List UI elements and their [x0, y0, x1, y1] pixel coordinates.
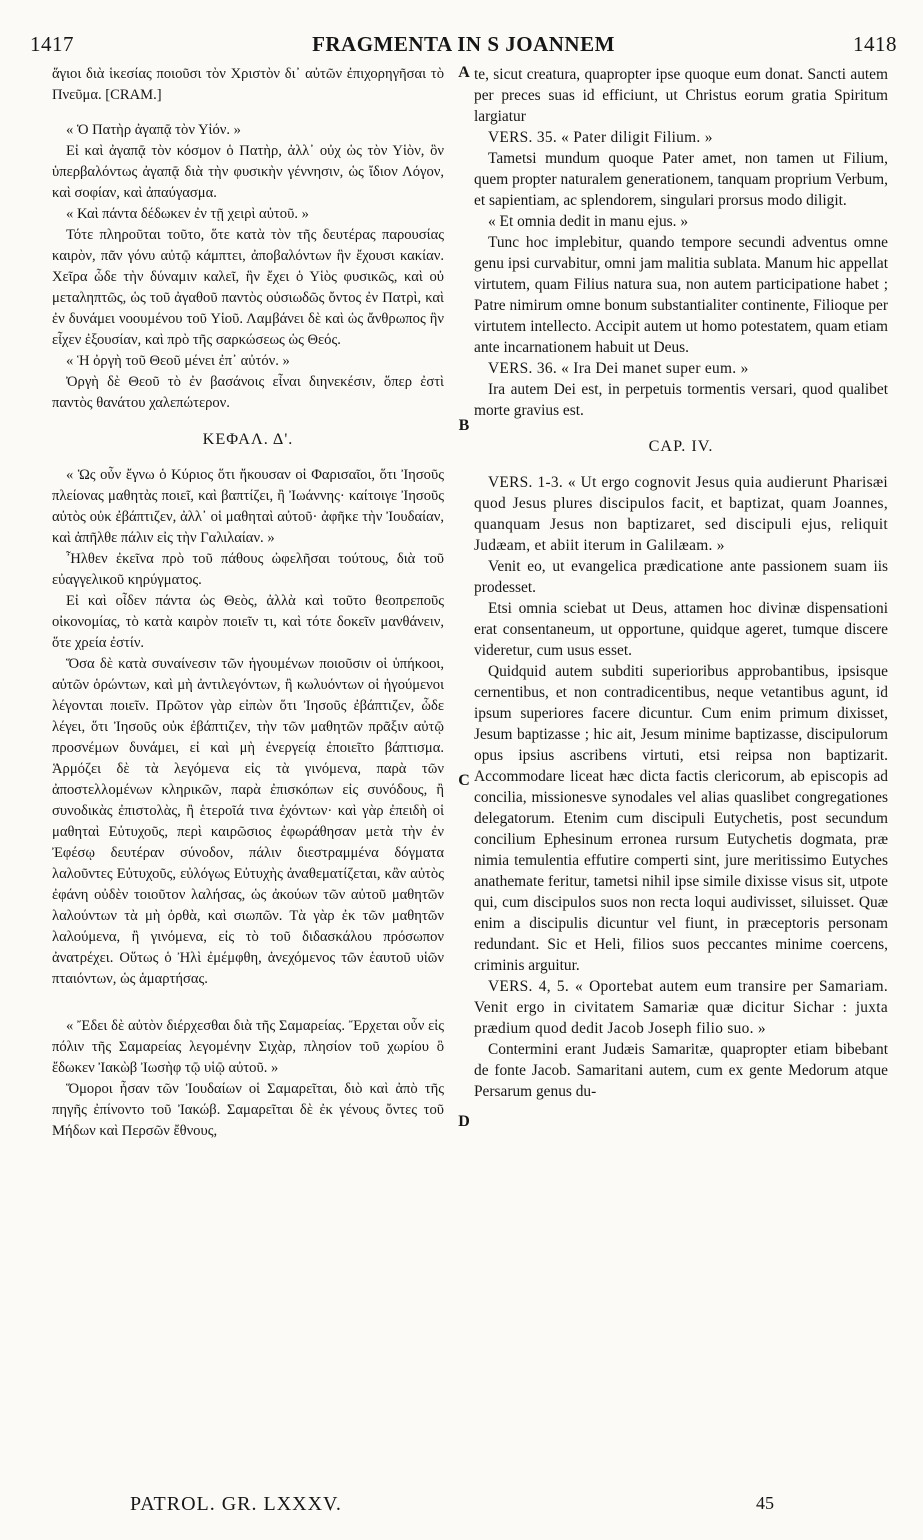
greek-column [52, 64, 444, 1474]
margin-letter-a: A [458, 64, 470, 81]
left-page-number: 1417 [30, 32, 74, 56]
latin-verse-lemma: VERS. 1-3. « Ut ergo cognovit Jesus quia audierunt Pharisæi quod Jesus plures discipulos facit, et baptizat, quam Joannes, quanquam Jesus non baptizaret, sed discipuli ejus, reliquit Judæam, et abiit iterum in Galilæam. » [474, 474, 888, 554]
latin-chapter-heading: CAP. IV. [648, 437, 714, 455]
running-title: FRAGMENTA IN S JOANNEM [312, 32, 615, 56]
latin-paragraph: Tunc hoc implebitur, quando tempore secundi adventus omne genu ipsi curvabitur, omni jam malitia sublata. Manum hic appellat virtutem, quam Filius natura sua, non autem participatione habet ; Patre nimirum omne bonum substantialiter continente, Filioque per virtutem intellecto. Accipit autem ut homo potestatem, quam etiam ante incarnationem habuit ut Deus. [474, 234, 888, 356]
greek-paragraph: ἅγιοι διὰ ἱκεσίας ποιοῦσι τὸν Χριστὸν δι᾽ αὐτῶν ἐπιχορηγῆσαι τὸ Πνεῦμα. [CRAM.] [52, 66, 444, 103]
greek-paragraph: Εἰ καὶ ἀγαπᾷ τὸν κόσμον ὁ Πατὴρ, ἀλλ᾽ οὐχ ὡς τὸν Υἱὸν, ὃν ὑπερβαλόντως ἀγαπᾷ διὰ τὴν φυσικὴν γέννησιν, ὡς ἴδιον Λόγον, καὶ σοφίαν, καὶ ἀπαύγασμα. [52, 143, 444, 201]
greek-lemma: « Ὡς οὖν ἔγνω ὁ Κύριος ὅτι ἤκουσαν οἱ Φαρισαῖοι, ὅτι Ἰησοῦς πλείονας μαθητὰς ποιεῖ, καὶ βαπτίζει, ἢ Ἰωάννης· καίτοιγε Ἰησοῦς αὐτὸς οὐκ ἐβάπτιζεν, ἀλλ᾽ οἱ μαθηταὶ αὐτοῦ· ἀφῆκε τὴν Ἰουδαίαν, καὶ ἀπῆλθε πάλιν εἰς τὴν Γαλιλαίαν. » [52, 467, 444, 546]
latin-paragraph: Tametsi mundum quoque Pater amet, non tamen ut Filium, quem propter naturalem generationem, tanquam proprium Verbum, et sapientiam, ac splendorem, singulari prorsus modo diligit. [474, 150, 888, 209]
latin-verse-lemma: « Et omnia dedit in manu ejus. » [488, 213, 689, 230]
latin-paragraph: Etsi omnia sciebat ut Deus, attamen hoc divinæ dispensationi erat consentaneum, ut opportune, quidque ageret, tumque discere videretur, cum usus esset. [474, 600, 888, 659]
greek-paragraph: Ὅσα δὲ κατὰ συναίνεσιν τῶν ἡγουμένων ποιοῦσιν οἱ ὑπήκοοι, αὐτῶν ὁρώντων, καὶ μὴ ἀντιλεγόντων, ἢ κωλυόντων οἱ ἡγούμενοι λέγονται ποιεῖν. Πρῶτον γὰρ εἰπὼν ὅτι Ἰησοῦς ἐβάπτιζεν, ὧδε λέγει, ὅτι Ἰησοῦς οὐκ ἐβάπτιζεν, τὴν τῶν μαθητῶν πρᾶξιν αὐτῷ προσνέμων δυνάμει, εἰ καὶ μὴ ἐνεργείᾳ ἐποιεῖτο βάπτισμα. Ἁρμόζει δὲ τὰ λεγόμενα εἰς τὰ γινόμενα, παρὰ τῶν ἀποστελλομένων κληρικῶν, παρὰ ἐπισκόπων εἰς συνόδους, ἢ συνοδικὰς ἐπιστολὰς, ἢ ἑτεροῖά τινα ἐχόντων· καὶ γὰρ ἐπειδὴ οἱ μαθηταὶ Εὐτυχοῦς, περὶ καιρῶσιος ἐφωράθησαν μετὰ τὴν ἐν Ἐφέσῳ δευτέραν σύνοδον, πάλιν διεστραμμένα δόγματα λαλοῦντες Εὐτυχοῦς, εὐλόγως Εὐτυχὴς ἀναθεματίζεται, κἂν αὐτὸς ἐφάνη οὐδὲν τοιοῦτον λαλήσας, ὡς ἀκούων τῶν αὐτοῦ μαθητῶν λαλούντων τὰ μὴ ὀρθὰ, καὶ σιωπῶν. Τὰ γὰρ ἐκ τῶν μαθητῶν λαλούμενα, ἢ γινόμενα, εἰς τὸ τοῦ διδασκάλου πρόσωπον ἀνατρέχει. Οὕτως ὁ Ἠλὶ ἐμέμφθη, ἀνεχόμενος τῶν ἑαυτοῦ υἱῶν πταιόντων, ὡς ἁμαρτήσας. [52, 656, 444, 987]
greek-paragraph: Ὅμοροι ἦσαν τῶν Ἰουδαίων οἱ Σαμαρεῖται, διὸ καὶ ἀπὸ τῆς πηγῆς ἐπίνοντο τοῦ Ἰακώβ. Σαμαρεῖται δὲ ἐκ γένους ὄντες τοῦ Μήδων καὶ Περσῶν ἔθνους, [52, 1081, 444, 1139]
greek-lemma: « Ὁ Πατὴρ ἀγαπᾷ τὸν Υἱόν. » [66, 122, 241, 138]
greek-chapter-heading: ΚΕΦΑΛ. Δ'. [202, 430, 294, 448]
running-header [30, 32, 897, 62]
footer-signature: PATROL. GR. LXXXV. [130, 1493, 342, 1515]
latin-paragraph: Quidquid autem subditi superioribus approbantibus, ipsisque cernentibus, et non contradicentibus, neque vetantibus agunt, id ipsum superiores facere dicuntur. Cum enim primum dixisset, Jesum baptizasse ; hic ait, Jesum minime baptizasse, discipulorum opus ipsius ascribens virtuti, etsi reipsa non baptizarit. Accommodare liceat hæc dicta factis clericorum, ab episcopis ad concilia, missionesve synodales vel alias quaslibet congregationes delegatorum. Etenim cum discipuli Eutychetis, post secundum concilium Ephesinum erronea rursum Eutychetis dogmata, præ nimia temulentia effutire comperti sint, jure meritissimo Eutyches anathemate feritur, tametsi nihil ipse simile dixisse visus sit, utpote qui, cum discipulos suos non recta loqui audivisset, siluisset. Quæ enim a discipulis dicuntur vel fiunt, in præceptoris personam redundant. Sic et Heli, filios suos peccantes minime coercens, criminis arguitur. [474, 663, 888, 974]
margin-letter-c: C [458, 772, 470, 789]
latin-paragraph: Venit eo, ut evangelica prædicatione ante passionem suam iis prodesset. [474, 558, 888, 596]
latin-verse-lemma: VERS. 35. « Pater diligit Filium. » [488, 129, 713, 146]
margin-letter-b: B [458, 417, 470, 434]
greek-paragraph: Ἦλθεν ἐκεῖνα πρὸ τοῦ πάθους ὠφελῆσαι τούτους, διὰ τοῦ εὐαγγελικοῦ κηρύγματος. [52, 551, 444, 588]
greek-lemma: « Ἡ ὀργὴ τοῦ Θεοῦ μένει ἐπ᾽ αὐτόν. » [66, 353, 290, 369]
latin-verse-lemma: VERS. 4, 5. « Oportebat autem eum transire per Samariam. Venit ergo in civitatem Samariæ quæ dicitur Sichar : juxta prædium quod dedit Jacob Joseph filio suo. » [474, 978, 888, 1037]
right-page-number: 1418 [853, 32, 897, 56]
greek-paragraph: Ὀργὴ δὲ Θεοῦ τὸ ἐν βασάνοις εἶναι διηνεκέσιν, ὅπερ ἐστὶ παντὸς θανάτου χαλεπώτερον. [52, 374, 444, 411]
latin-column [474, 64, 888, 1474]
latin-paragraph: te, sicut creatura, quapropter ipse quoque eum donat. Sancti autem per preces suas id efficiunt, ut Christus eorum gratia Spiritum largiatur [474, 66, 888, 125]
greek-lemma: « Ἔδει δὲ αὐτὸν διέρχεσθαι διὰ τῆς Σαμαρείας. Ἔρχεται οὖν εἰς πόλιν τῆς Σαμαρείας λεγομένην Σιχὰρ, πλησίον τοῦ χωρίου ὃ ἔδωκεν Ἰακὼβ Ἰωσὴφ τῷ υἱῷ αὐτοῦ. » [52, 1018, 444, 1076]
latin-verse-lemma: VERS. 36. « Ira Dei manet super eum. » [488, 360, 749, 377]
greek-paragraph: Τότε πληροῦται τοῦτο, ὅτε κατὰ τὸν τῆς δευτέρας παρουσίας καιρὸν, πᾶν γόνυ αὐτῷ κάμπτει, ἀποβαλόντων ἣν ἔχουσι κακίαν. Χεῖρα ὧδε τὴν δύναμιν καλεῖ, ἣν ἔχει ὁ Υἱὸς φυσικῶς, καὶ οὐ μεταληπτῶς, ὡς τοῦ ἀγαθοῦ παντὸς οὐσιωδῶς ὄντος ἐν Πατρὶ, καὶ ἐν δυνάμει νοουμένου τοῦ Υἱοῦ. Λαμβάνει δὲ καὶ ὡς ἄνθρωπος ἣν εἶχεν ἐξουσίαν, καὶ πρὸ τῆς σαρκώσεως ὡς Θεός. [52, 227, 444, 348]
greek-paragraph: Εἰ καὶ οἶδεν πάντα ὡς Θεὸς, ἀλλὰ καὶ τοῦτο θεοπρεποῦς οἰκονομίας, τὸ κατὰ καιρὸν ποιεῖν τι, καὶ τότε δοκεῖν μανθάνειν, ὅτε χρεία ἐστίν. [52, 593, 444, 651]
margin-letter-d: D [458, 1113, 470, 1130]
latin-paragraph: Ira autem Dei est, in perpetuis tormentis versari, quod qualibet morte gravius est. [474, 381, 888, 419]
greek-lemma: « Καὶ πάντα δέδωκεν ἐν τῇ χειρὶ αὐτοῦ. » [66, 206, 309, 222]
latin-paragraph: Contermini erant Judæis Samaritæ, quapropter etiam bibebant de fonte Jacob. Samaritani autem, cum ex gente Medorum atque Persarum genus du- [474, 1041, 888, 1100]
footer-sheet-number: 45 [756, 1493, 774, 1513]
